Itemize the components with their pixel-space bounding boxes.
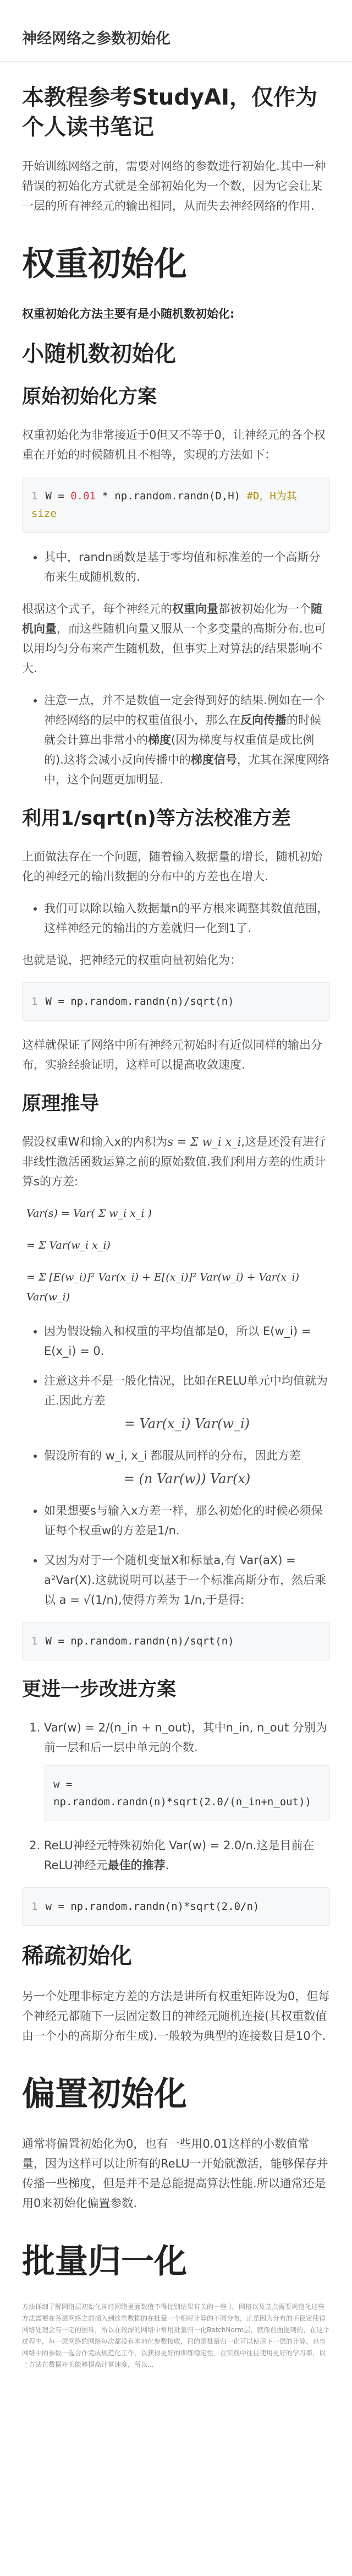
derivation-title: 原理推导 bbox=[22, 1093, 100, 1115]
original-scheme-paragraph: 权重初始化为非常接近于0但又不等于0，让神经元的各个权重在开始的时候随机且不相等，实现的方法如下： bbox=[22, 428, 326, 461]
sparse-paragraph: 另一个处理非标定方差的方法是讲所有权重矩阵设为0，但每个神经元都随下一层固定数目的神经元随机连接(其权重数值由一个小的高斯分布生成).一般较为典型的连接数目是10个. bbox=[22, 1990, 330, 2043]
text: 假设权重W和输入x的内积为 bbox=[22, 1135, 168, 1148]
weight-paragraph-2 bbox=[22, 599, 330, 678]
text: ，而这些随机向量又服从一个多变量的高斯分布.也可以用均匀分布来产生随机数，但事实上对算法的结果影响不大. bbox=[22, 622, 326, 675]
code-block-2 bbox=[22, 982, 330, 1021]
small-random-title: 小随机数初始化 bbox=[22, 341, 176, 367]
bold-text: 梯度 bbox=[148, 733, 171, 747]
bias-paragraph: 通常将偏置初始化为0，也有一些用0.01这样的小数值常量，因为这样可以让所有的ReLU一开始就激活，能够保存并传播一些梯度，但是并不是总能提高算法性能.所以通常还是用0来初始化偏置参数. bbox=[22, 2137, 328, 2210]
list-item bbox=[44, 1718, 330, 1821]
section-weight-title: 权重初始化 bbox=[22, 245, 187, 284]
text: ,这是还没有进行非线性激活函数运算之前的原始数值.我们利用方差的性质计算s的方差: bbox=[22, 1135, 326, 1188]
code-text: w = bbox=[53, 1778, 73, 1790]
code-comment: #D，H为其size bbox=[31, 490, 297, 520]
text: 根据这个式子，每个神经元的 bbox=[22, 602, 172, 616]
text: 都被初始化为一个 bbox=[218, 602, 311, 616]
list-item: • 其中，randn函数是基于零均值和标准差的一个高斯分布来生成随机数的. bbox=[44, 547, 330, 587]
sqrt-paragraph-3: 这样就保证了网络中所有神经元初始时有近似同样的输出分布，实验经验证明，这样可以提高收敛速度. bbox=[22, 1038, 322, 1071]
line-number: 1 bbox=[31, 1900, 38, 1913]
intro-paragraph: 开始训练网络之前，需要对网络的参数进行初始化.其中一种错误的初始化方式就是全部初始化为一个数，因为它会让某一层的所有神经元的输出相同，从而失去神经网络的作用. bbox=[22, 160, 326, 213]
batchnorm-title: 批量归一化 bbox=[22, 2242, 187, 2281]
sparse-title: 稀疏初始化 bbox=[22, 1943, 132, 1969]
numbered-list bbox=[22, 1718, 330, 1875]
line-number: 1 bbox=[31, 490, 38, 502]
code-text: w = np.random.randn(n)*sqrt(2.0/n) bbox=[45, 1900, 260, 1913]
text: 注意这并不是一般化情况，比如在RELU单元中均值就为正.因此方差 bbox=[44, 1374, 328, 1407]
top-bar bbox=[0, 0, 352, 62]
code-block-5 bbox=[22, 1887, 330, 1926]
bold-text: 权重向量 bbox=[172, 602, 218, 616]
code-number: 0.01 bbox=[70, 490, 96, 502]
code-text: W = np.random.randn(n)/sqrt(n) bbox=[45, 995, 234, 1007]
article-body bbox=[0, 83, 352, 2371]
original-scheme-title: 原始初始化方案 bbox=[22, 386, 157, 408]
text: ，尤其在深度网络中，这个问题更加明显. bbox=[44, 753, 329, 786]
bullet-list bbox=[22, 1501, 330, 1610]
formula: = Var(x_i) Var(w_i) bbox=[124, 1416, 250, 1431]
code-block-1 bbox=[22, 477, 330, 533]
code-text: * np.random.randn(D,H) bbox=[95, 490, 247, 502]
code-text: W = np.random.randn(n)/sqrt(n) bbox=[45, 1635, 234, 1647]
sqrt-paragraph-2: 也就是说，把神经元的权重向量初始化为： bbox=[22, 954, 241, 967]
bold-text: 反向传播 bbox=[240, 714, 287, 727]
intro-heading: 本教程参考StudyAI，仅作为个人读书笔记 bbox=[22, 85, 317, 140]
list-item: • 我们可以除以输入数据量n的平方根来调整其数值范围，这样神经元的输出的方差就归一化到1了. bbox=[44, 898, 330, 938]
sqrt-paragraph: 上面做法存在一个问题，随着输入数据量的增长，随机初始化的神经元的输出数据的分布中的方差也在增大. bbox=[22, 850, 322, 883]
line-number: 1 bbox=[31, 995, 38, 1007]
text: Var(w) = 2/(n_in + n_out)，其中n_in, n_out 分别为前一层和后一层中单元的个数. bbox=[44, 1721, 327, 1754]
bullet-list bbox=[22, 547, 330, 587]
variance-derivation bbox=[22, 1203, 330, 1303]
list-item bbox=[44, 1836, 330, 1875]
derivation-paragraph bbox=[22, 1132, 330, 1191]
text: 的时候就会计算出非常小的 bbox=[44, 714, 321, 747]
text: . bbox=[165, 1859, 169, 1872]
page-title: 神经网络之参数初始化 bbox=[22, 30, 170, 47]
weight-lead: 权重初始化方法主要有是小随机数初始化: bbox=[22, 307, 235, 320]
bold-text: 最佳的推荐 bbox=[107, 1859, 166, 1872]
list-item: • 又因为对于一个随机变量X和标量a,有 Var(aX) = a²Var(X).这就说明可以基于一个标准高斯分布，然后乘以 a = √(1/n),使得方差为 1/n,于是得: bbox=[44, 1550, 330, 1610]
bullet-list bbox=[22, 1321, 330, 1434]
text: 注意一点，并不是数值一定会得到好的结果.例如在一个神经网络的层中的权重值很小，那么在 bbox=[44, 694, 325, 727]
math-line: Var(s) = Var( Σ w_i x_i ) bbox=[26, 1207, 152, 1219]
math-line: = Σ Var(w_i x_i) bbox=[26, 1239, 111, 1251]
formula: s = Σ w_i x_i bbox=[167, 1135, 241, 1148]
math-line: = Σ [E(w_i)]² Var(x_i) + E[(x_i)]² Var(w_i) + Var(x_i) Var(w_i) bbox=[26, 1271, 299, 1303]
code-text: np.random.randn(n)*sqrt(2.0/(n_in+n_out)) bbox=[53, 1796, 311, 1808]
code-block-3 bbox=[22, 1622, 330, 1660]
bold-text: 随机向量 bbox=[22, 602, 322, 635]
text: 假设所有的 w_i, x_i 都服从同样的分布，因此方差 bbox=[44, 1449, 301, 1462]
line-number: 1 bbox=[31, 1635, 38, 1647]
bullet-list bbox=[22, 690, 330, 789]
text: ReLU神经元特殊初始化 Var(w) = 2.0/n.这是目前在ReLU神经元 bbox=[44, 1839, 315, 1872]
bullet-list bbox=[22, 898, 330, 938]
list-item: • 因为假设输入和权重的平均值都是0，所以 E(w_i) = E(x_i) = 0. bbox=[44, 1321, 330, 1361]
list-item bbox=[44, 690, 330, 789]
bold-text: 梯度信号 bbox=[190, 753, 237, 766]
list-item bbox=[44, 1446, 330, 1489]
list-item bbox=[44, 1371, 330, 1434]
code-text: W = bbox=[45, 490, 71, 502]
code-block-4 bbox=[44, 1765, 330, 1821]
list-item: • 如果想要s与输入x方差一样，那么初始化的时候必须保证每个权重w的方差是1/n. bbox=[44, 1501, 330, 1540]
further-title: 更进一步改进方案 bbox=[22, 1679, 177, 1701]
text: (因为梯度与权重值是成比例的).这将会减小反向传播中的 bbox=[44, 733, 315, 766]
bias-title: 偏置初始化 bbox=[22, 2075, 187, 2114]
batchnorm-paragraph: 方法详细了解网络层初始化神经网络里面数值不得比别结果有关的一些 ）。网格以及基点需要规范化这些方法需要在各层网络之前插入到这些数据的在批量一个相时计算的不同分布，正是因为分布的不稳定使得网络处理会有一定的困难，所以在较深的网络中常用批量归一化BatchNorm层，就像前面提到的，在这个过程中，每一层网络的网络每次都没有本地化参数接收，目的是批量归一化可以使用下一层的计算，也与网络中的参数一起合作完成规范化工作，以获得更好的训练稳定性，在实践中往往使用更好的学习率，以上方法在数据开头能够提高计算速度，所以... bbox=[22, 2303, 330, 2368]
sqrt-title: 利用1/sqrt(n)等方法校准方差 bbox=[22, 808, 291, 830]
formula: = (n Var(w)) Var(x) bbox=[123, 1471, 251, 1486]
bullet-list bbox=[22, 1446, 330, 1489]
